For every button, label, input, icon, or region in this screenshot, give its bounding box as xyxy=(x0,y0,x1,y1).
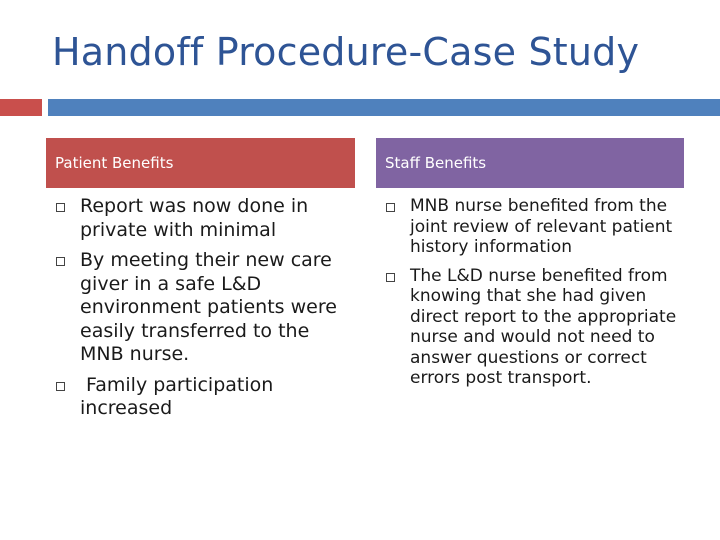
list-item xyxy=(54,374,354,421)
patient-benefits-header xyxy=(46,138,355,188)
hollow-square-bullet-icon xyxy=(56,257,65,266)
hollow-square-bullet-icon xyxy=(386,203,395,212)
list-item xyxy=(384,196,684,258)
bullet-text: By meeting their new care giver in a safe L&D environment patients were easily transferred to the MNB nurse. xyxy=(80,249,337,365)
bullet-text: Family participation increased xyxy=(80,373,280,419)
accent-bar-red xyxy=(0,99,42,116)
list-item xyxy=(54,249,354,367)
slide-title: Handoff Procedure-Case Study xyxy=(52,30,640,74)
patient-benefits-header-label: Patient Benefits xyxy=(55,154,174,172)
hollow-square-bullet-icon xyxy=(386,273,395,282)
hollow-square-bullet-icon xyxy=(56,203,65,212)
list-item xyxy=(54,195,354,242)
bullet-text: The L&D nurse benefited from knowing that she had given direct report to the appropriate nurse and would not need to answer questions or correct errors post transport. xyxy=(410,265,677,388)
bullet-text: MNB nurse benefited from the joint review of relevant patient history information xyxy=(410,196,673,257)
bullet-text: Report was now done in private with minimal xyxy=(80,195,309,241)
staff-benefits-list xyxy=(384,196,684,397)
accent-bar-blue xyxy=(48,99,720,116)
list-item xyxy=(384,266,684,389)
patient-benefits-list xyxy=(54,195,354,428)
staff-benefits-header xyxy=(376,138,684,188)
staff-benefits-header-label: Staff Benefits xyxy=(385,154,487,172)
hollow-square-bullet-icon xyxy=(56,382,65,391)
